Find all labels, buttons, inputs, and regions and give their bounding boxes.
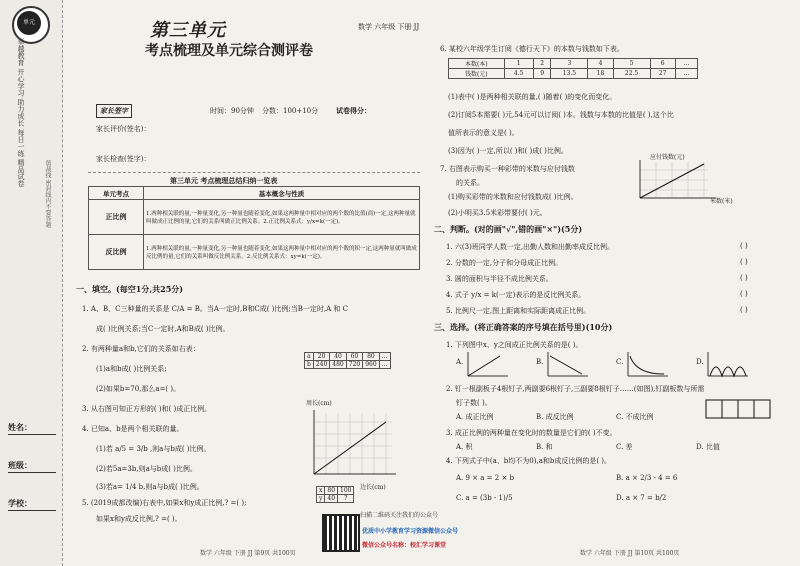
header-meta: 数学 六年级 下册 JJ bbox=[358, 23, 420, 31]
q6-3: (3)因为( )一定,所以( )和( )成( )比例。 bbox=[448, 147, 568, 155]
p3-4: 4. 下列式子中(a、b均不为0),a和b成反比例的是( )。 bbox=[446, 457, 612, 465]
cell: 本数(本) bbox=[449, 59, 505, 69]
q7-text: 7. 右图表示购买一种彩带的米数与应付钱数 bbox=[440, 165, 575, 173]
p2-2: 2. 分数的一定,分子和分母成正比例。 bbox=[446, 259, 563, 267]
q6-2: (2)订阅5本需要( )元,54元可以订阅( )本。钱数与本数的比值是( ),这个比 bbox=[448, 111, 674, 119]
q2a-text: (1)a和b成( )比例关系; bbox=[96, 365, 167, 373]
perimeter-graph bbox=[312, 408, 408, 484]
cell: 9 bbox=[533, 69, 551, 79]
left-page-footer: 数学 六年级 下册 JJ 第9页 共100页 bbox=[200, 550, 296, 557]
graph-option-b bbox=[546, 352, 590, 378]
school-field[interactable] bbox=[8, 510, 56, 511]
q6-text: 6. 某校六年级学生订阅《德行天下》的本数与钱数如下表。 bbox=[440, 45, 624, 53]
opt-c: C. bbox=[616, 358, 624, 366]
p2-1: 1. 六(3)班同学人数一定,出勤人数和出勤率成反比例。 bbox=[446, 243, 615, 251]
cell: 3 bbox=[551, 59, 588, 69]
cell: 80 bbox=[363, 353, 379, 361]
cell: 1 bbox=[504, 59, 533, 69]
unit-title: 第三单元 bbox=[150, 20, 226, 41]
q4b-text: (2)若5a=3b,则a与b成( )比例。 bbox=[96, 465, 197, 473]
table-row bbox=[449, 69, 698, 79]
logo-text: 单元 bbox=[17, 11, 41, 35]
q5a-text: 5. (2019成都改编)右表中,如果x和y成正比例,? =( ); bbox=[82, 499, 247, 507]
part2-heading: 二、判断。(对的画"√",错的画"×")(5分) bbox=[434, 224, 583, 234]
q1-line1: 1. A、B、C三种量的关系是 C/A = B。当A一定时,B和C成( )比例;当B一定时,A 和 C bbox=[82, 305, 348, 313]
sidebar-note: 剪裁线 密封线内不要答题 bbox=[44, 160, 51, 228]
part3-heading: 三、选择。(将正确答案的序号填在括号里)(10分) bbox=[434, 322, 613, 332]
answer-paren[interactable]: ( ) bbox=[740, 274, 748, 282]
table-row bbox=[89, 200, 420, 235]
q2b-text: (2)如果b=70,那么a=( )。 bbox=[96, 385, 181, 393]
cell: 4 bbox=[588, 59, 613, 69]
table-xy bbox=[316, 486, 354, 503]
p3-2-opt-c: C. 不成比例 bbox=[616, 413, 654, 421]
qr-code-icon[interactable] bbox=[322, 514, 360, 552]
table-row bbox=[317, 487, 354, 495]
score-label: 试卷得分： bbox=[336, 106, 371, 115]
q7b-text: 的关系。 bbox=[456, 179, 484, 187]
property-col-header: 基本概念与性质 bbox=[144, 187, 420, 200]
graph7-ylabel: 应付钱数(元) bbox=[650, 154, 685, 161]
p3-3-opt-d: D. 比值 bbox=[696, 443, 720, 451]
ad-line1: 优质中小学教育学习资源微信公众号 bbox=[362, 528, 459, 535]
q4a-text: (1)若 a/5 = 3/b ,则a与b成( )比例。 bbox=[96, 445, 211, 453]
eval-label: 家长评价(签名)： bbox=[96, 125, 151, 133]
q4c-text: (3)若a= 1/4 b,则a与b成( )比例。 bbox=[96, 483, 204, 491]
answer-paren[interactable]: ( ) bbox=[740, 290, 748, 298]
cell: x bbox=[317, 487, 325, 495]
class-field[interactable] bbox=[8, 472, 56, 473]
graph-ylabel: 周长(cm) bbox=[306, 400, 332, 407]
review-tag: 家长签字 bbox=[96, 104, 132, 118]
q4-text: 4. 已知a、b是两个相关联的量。 bbox=[82, 425, 184, 433]
p2-5: 5. 比例尺一定,图上距离和实际距离成正比例。 bbox=[446, 307, 591, 315]
p3-2-opt-b: B. 成反比例 bbox=[536, 413, 574, 421]
cell: 5 bbox=[613, 59, 650, 69]
q2-text: 2. 有两种量a和b,它们的关系如右表： bbox=[82, 345, 200, 353]
cell: 480 bbox=[330, 361, 346, 369]
score-full: 分数：100+10分 bbox=[262, 107, 319, 115]
class-label: 班级： bbox=[8, 460, 32, 470]
books-table bbox=[448, 58, 698, 79]
p3-3-opt-b: B. 和 bbox=[536, 443, 553, 451]
cell: 720 bbox=[346, 361, 362, 369]
cell: 240 bbox=[313, 361, 329, 369]
p2-4: 4. 式子 y/x = k(一定)表示的是反比例关系。 bbox=[446, 291, 586, 299]
table-ab bbox=[304, 352, 391, 369]
p3-2b: 钉子数( )。 bbox=[456, 399, 492, 407]
p3-3: 3. 成正比例的两种量在变化时的数量是它们的( )不变。 bbox=[446, 429, 617, 437]
concept-col-header: 单元考点 bbox=[89, 187, 144, 200]
q7-2: (2)小明买3.5米彩带要付( )元。 bbox=[448, 209, 547, 217]
q1-line2: 成( )比例关系;当C一定时,A和B成( )比例。 bbox=[96, 325, 230, 333]
graph-option-c bbox=[626, 352, 670, 378]
p3-3-opt-a: A. 积 bbox=[456, 443, 473, 451]
p3-4-opt-d: D. a × 7 = b/2 bbox=[616, 494, 667, 502]
part1-heading: 一、填空。(每空1分,共25分) bbox=[76, 284, 184, 294]
cell: 960 bbox=[363, 361, 379, 369]
page-title: 考点梳理及单元综合测评卷 bbox=[145, 43, 313, 59]
cell: 22.5 bbox=[613, 69, 650, 79]
cell: 2 bbox=[533, 59, 551, 69]
cell: … bbox=[675, 69, 697, 79]
p2-3: 3. 圆的面积与半径不成比例关系。 bbox=[446, 275, 553, 283]
p3-3-opt-c: C. 差 bbox=[616, 443, 633, 451]
concept-name: 正比例 bbox=[89, 200, 144, 235]
p3-2-opt-a: A. 成正比例 bbox=[456, 413, 494, 421]
cell: 4.5 bbox=[504, 69, 533, 79]
board-figure bbox=[704, 396, 774, 424]
answer-paren[interactable]: ( ) bbox=[740, 242, 748, 250]
concept-text: 1.两种相关联的量,一种量变化,另一种量也随着变化,如果这两种量中相对应的两个数的积一定,这两种量就叫做成反比例的量,它们的关系叫做反比例关系。2.反比例关系式：xy=k(一定)。 bbox=[144, 235, 420, 270]
answer-paren[interactable]: ( ) bbox=[740, 306, 748, 314]
concept-name: 反比例 bbox=[89, 235, 144, 270]
time-label: 时间：90分钟 bbox=[210, 107, 254, 115]
table-row bbox=[449, 59, 698, 69]
name-field[interactable] bbox=[8, 434, 56, 435]
cell: … bbox=[379, 361, 390, 369]
q7-1: (1)购买彩带的米数和应付钱数成( )比例。 bbox=[448, 193, 578, 201]
q6-1: (1)表中( )是两种相关联的量,( )随着( )的变化而变化。 bbox=[448, 93, 617, 101]
concept-table bbox=[88, 186, 420, 270]
cell: 18 bbox=[588, 69, 613, 79]
divider bbox=[88, 172, 420, 173]
graph-option-a bbox=[466, 352, 510, 378]
graph-xlabel: 边长(cm) bbox=[360, 484, 386, 491]
concept-table-title: 第三单元 考点梳理总结归纳一览表 bbox=[170, 176, 278, 185]
p3-2a: 2. 钉一根副板子4根钉子,两副要6根钉子,三副要8根钉子……(如图),钉副板数与所需 bbox=[446, 385, 705, 393]
table-row bbox=[317, 495, 354, 503]
cell: 钱数(元) bbox=[449, 69, 505, 79]
cell: 27 bbox=[650, 69, 675, 79]
p3-4-opt-a: A. 9 × a = 2 × b bbox=[456, 474, 515, 482]
opt-a: A. bbox=[456, 358, 464, 366]
ad-line2: 微信公众号名称：校汇学习课堂 bbox=[362, 542, 447, 549]
cell: 20 bbox=[313, 353, 329, 361]
table-row bbox=[305, 361, 391, 369]
graph-option-d bbox=[706, 352, 750, 378]
cell: ? bbox=[338, 495, 354, 503]
sign-label: 家长检查(签字)： bbox=[96, 155, 151, 163]
cell: a bbox=[305, 353, 314, 361]
q3-text: 3. 从右图可知正方形的( )和( )成正比例。 bbox=[82, 405, 212, 413]
q6-2b: 值所表示的意义是( )。 bbox=[448, 129, 519, 137]
cell: 13.5 bbox=[551, 69, 588, 79]
cell: 100 bbox=[338, 487, 354, 495]
cell: 6 bbox=[650, 59, 675, 69]
p3-4-opt-b: B. a × 2/3 - 4 = 6 bbox=[616, 474, 678, 482]
qr-text: 扫描二维码关注我们的公众号 bbox=[360, 512, 439, 519]
right-page-footer: 数学 六年级 下册 JJ 第10页 共100页 bbox=[580, 550, 680, 557]
answer-paren[interactable]: ( ) bbox=[740, 258, 748, 266]
opt-b: B. bbox=[536, 358, 544, 366]
p3-4-opt-c: C. a = (3b - 1)/5 bbox=[456, 494, 513, 502]
cell: y bbox=[317, 495, 325, 503]
name-label: 姓名： bbox=[8, 422, 32, 432]
school-label: 学校： bbox=[8, 498, 32, 508]
sidebar-ad-text: 卓越教育 开心学习 助力成长 每日一练 精品试卷 bbox=[17, 38, 25, 187]
cell: 60 bbox=[346, 353, 362, 361]
q5b-text: 如果x和y成反比例,? =( )。 bbox=[96, 515, 182, 523]
cell: … bbox=[675, 59, 697, 69]
cell: 80 bbox=[325, 487, 338, 495]
cell: … bbox=[379, 353, 390, 361]
cell: 40 bbox=[330, 353, 346, 361]
p3-1: 1. 下列图中x、y之间成正比例关系的是( )。 bbox=[446, 341, 583, 349]
graph7-xlabel: 米数(米) bbox=[710, 198, 733, 205]
table-row bbox=[305, 353, 391, 361]
opt-d: D. bbox=[696, 358, 704, 366]
cell: b bbox=[305, 361, 314, 369]
cell: 40 bbox=[325, 495, 338, 503]
table-row bbox=[89, 235, 420, 270]
concept-text: 1.两种相关联的量,一种量变化,另一种量也随着变化,如果这两种量中相对应的两个数的比值(商)一定,这两种量就叫做成正比例的量,它们的关系叫做正比例关系。2.正比例关系式：y/x=k(一定)。 bbox=[144, 200, 420, 235]
